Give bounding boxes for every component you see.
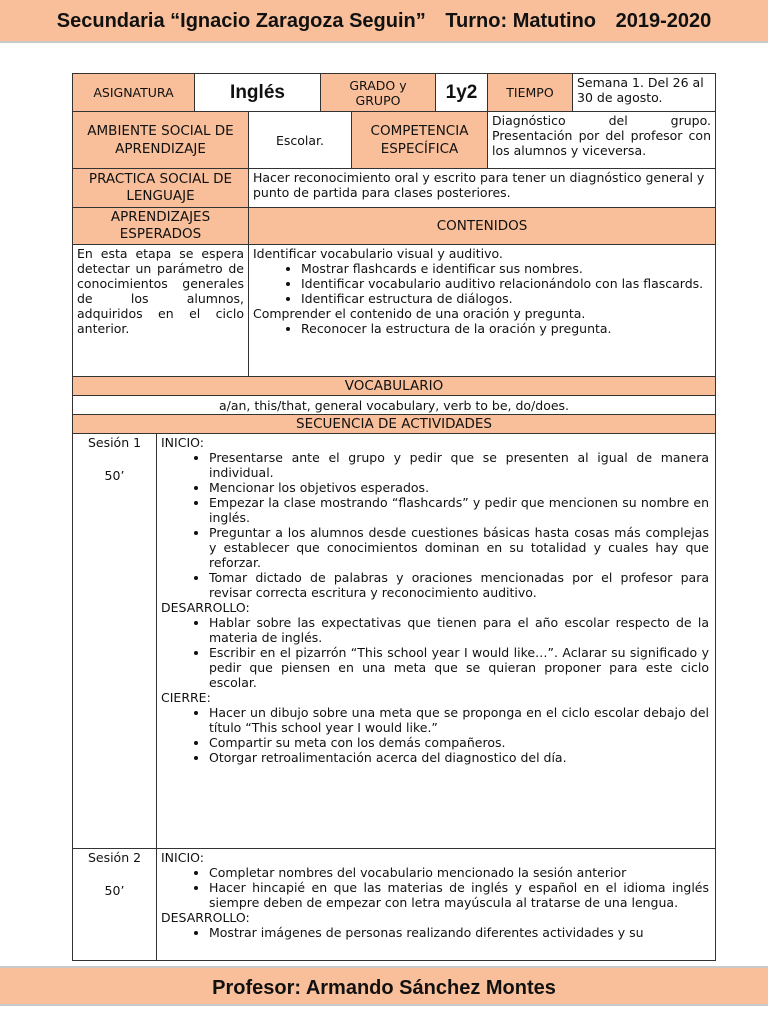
desarrollo-label: DESARROLLO:: [161, 910, 250, 925]
list-item: • Identificar vocabulario auditivo relacionándolo con las flascards.: [301, 276, 711, 291]
page-bottom: [0, 1008, 768, 1024]
list-item: • Mostrar flashcards e identificar sus nombres.: [301, 261, 711, 276]
desarrollo-list: [161, 925, 709, 940]
cierre-label: CIERRE:: [161, 690, 211, 705]
contents-list-2: [253, 321, 711, 336]
desarrollo-label: DESARROLLO:: [161, 600, 250, 615]
session-minutes: 50’: [104, 883, 125, 898]
practice-label: PRACTICA SOCIAL DE LENGUAJE: [73, 169, 249, 208]
footer-banner: [0, 966, 768, 1006]
vocabulary-label: VOCABULARIO: [73, 377, 716, 396]
session-2-cell: [73, 849, 157, 961]
inicio-label: INICIO:: [161, 850, 204, 865]
list-item: • Mencionar los objetivos esperados.: [209, 480, 709, 495]
inicio-list: [161, 865, 709, 910]
contents-label: CONTENIDOS: [249, 208, 716, 245]
subject-value: Inglés: [195, 74, 321, 112]
school-year: 2019-2020: [615, 10, 712, 32]
session-1-cell: [73, 434, 157, 849]
list-item: • Hacer un dibujo sobre una meta que se proponga en el ciclo escolar debajo del título “This school year I would like.”: [209, 705, 709, 735]
list-item: • Otorgar retroalimentación acerca del diagnostico del día.: [209, 750, 709, 765]
environment-value: Escolar.: [249, 112, 352, 169]
list-item: • Escribir en el pizarrón “This school year I would like…”. Aclarar su significado y pedir que piensen en una meta que se quieran proponer para este ciclo escolar.: [209, 645, 709, 690]
cierre-list: [161, 705, 709, 765]
session-1-activities: [157, 434, 716, 849]
session-name: Sesión 1: [87, 435, 142, 450]
expected-value: En esta etapa se espera detectar un parámetro de conocimientos generales de los alumnos, adquiridos en el ciclo anterior.: [73, 245, 249, 377]
grade-label: GRADO y GRUPO: [321, 74, 436, 112]
school-name: Secundaria “Ignacio Zaragoza Seguin”: [56, 10, 426, 32]
session-2-activities: [157, 849, 716, 961]
list-item: • Mostrar imágenes de personas realizando diferentes actividades y su: [209, 925, 709, 940]
session-name: Sesión 2: [87, 850, 142, 865]
grade-value: 1y2: [436, 74, 488, 112]
time-label: TIEMPO: [488, 74, 573, 112]
vocabulary-value: a/an, this/that, general vocabulary, verb to be, do/does.: [73, 396, 716, 415]
contents-line-1: Identificar vocabulario visual y auditivo.: [253, 246, 503, 261]
contents-list-1: [253, 261, 711, 306]
shift: Turno: Matutino: [445, 10, 597, 32]
contents-line-2: Comprender el contenido de una oración y pregunta.: [253, 306, 586, 321]
list-item: • Identificar estructura de diálogos.: [301, 291, 711, 306]
expected-label: APRENDIZAJES ESPERADOS: [73, 208, 249, 245]
list-item: • Reconocer la estructura de la oración y pregunta.: [301, 321, 711, 336]
lesson-plan-table: [72, 73, 716, 961]
practice-value: Hacer reconocimiento oral y escrito para tener un diagnóstico general y punto de partida para clases posteriores.: [249, 169, 716, 208]
environment-label: AMBIENTE SOCIAL DE APRENDIZAJE: [73, 112, 249, 169]
teacher-name: Profesor: Armando Sánchez Montes: [212, 977, 556, 999]
list-item: • Tomar dictado de palabras y oraciones mencionadas por el profesor para revisar correcta escritura y reconocimiento auditivo.: [209, 570, 709, 600]
desarrollo-list: [161, 615, 709, 690]
competence-value: Diagnóstico del grupo. Presentación por del profesor con los alumnos y viceversa.: [488, 112, 716, 169]
list-item: • Completar nombres del vocabulario mencionado la sesión anterior: [209, 865, 709, 880]
list-item: • Compartir su meta con los demás compañeros.: [209, 735, 709, 750]
subject-label: ASIGNATURA: [73, 74, 195, 112]
list-item: • Hacer hincapié en que las materias de inglés y español en el idioma inglés siempre deben de empezar con letra mayúscula al tratarse de una lengua.: [209, 880, 709, 910]
inicio-label: INICIO:: [161, 435, 204, 450]
list-item: • Empezar la clase mostrando “flashcards” y pedir que mencionen su nombre en inglés.: [209, 495, 709, 525]
header-banner: [0, 0, 768, 43]
list-item: • Hablar sobre las expectativas que tienen para el año escolar respecto de la materia de inglés.: [209, 615, 709, 645]
list-item: • Presentarse ante el grupo y pedir que se presenten al igual de manera individual.: [209, 450, 709, 480]
time-value: Semana 1. Del 26 al 30 de agosto.: [573, 74, 716, 112]
list-item: • Preguntar a los alumnos desde cuestiones básicas hasta cosas más complejas y establecer que conocimientos dominan en su totalidad y cuales hay que reforzar.: [209, 525, 709, 570]
sequence-label: SECUENCIA DE ACTIVIDADES: [73, 415, 716, 434]
competence-label: COMPETENCIA ESPECÍFICA: [352, 112, 488, 169]
inicio-list: [161, 450, 709, 600]
session-minutes: 50’: [104, 468, 125, 483]
